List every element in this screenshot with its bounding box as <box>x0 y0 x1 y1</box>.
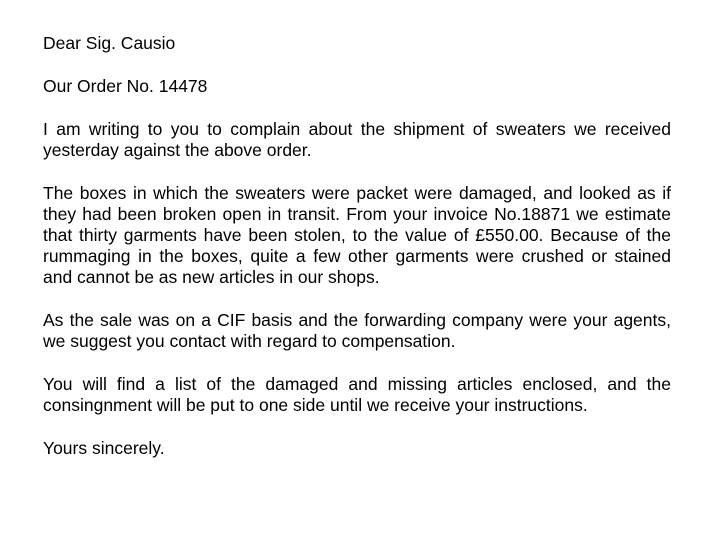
paragraph-compensation: As the sale was on a CIF basis and the forwarding company were your agents, we suggest you contact with regard to compensation. <box>43 310 671 351</box>
letter-body <box>43 33 671 459</box>
closing: Yours sincerely. <box>43 438 165 458</box>
order-reference: Our Order No. 14478 <box>43 76 208 96</box>
salutation: Dear Sig. Causio <box>43 33 176 53</box>
paragraph-enclosure: You will find a list of the damaged and missing articles enclosed, and the consingnment will be put to one side until we receive your instructions. <box>43 374 671 415</box>
paragraph-complaint-intro: I am writing to you to complain about the shipment of sweaters we received yesterday against the above order. <box>43 119 671 160</box>
paragraph-damage-details: The boxes in which the sweaters were packet were damaged, and looked as if they had been broken open in transit. From your invoice No.18871 we estimate that thirty garments have been stolen, to the value of £550.00. Because of the rummaging in the boxes, quite a few other garments were crushed or stained and cannot be as new articles in our shops. <box>43 183 671 287</box>
